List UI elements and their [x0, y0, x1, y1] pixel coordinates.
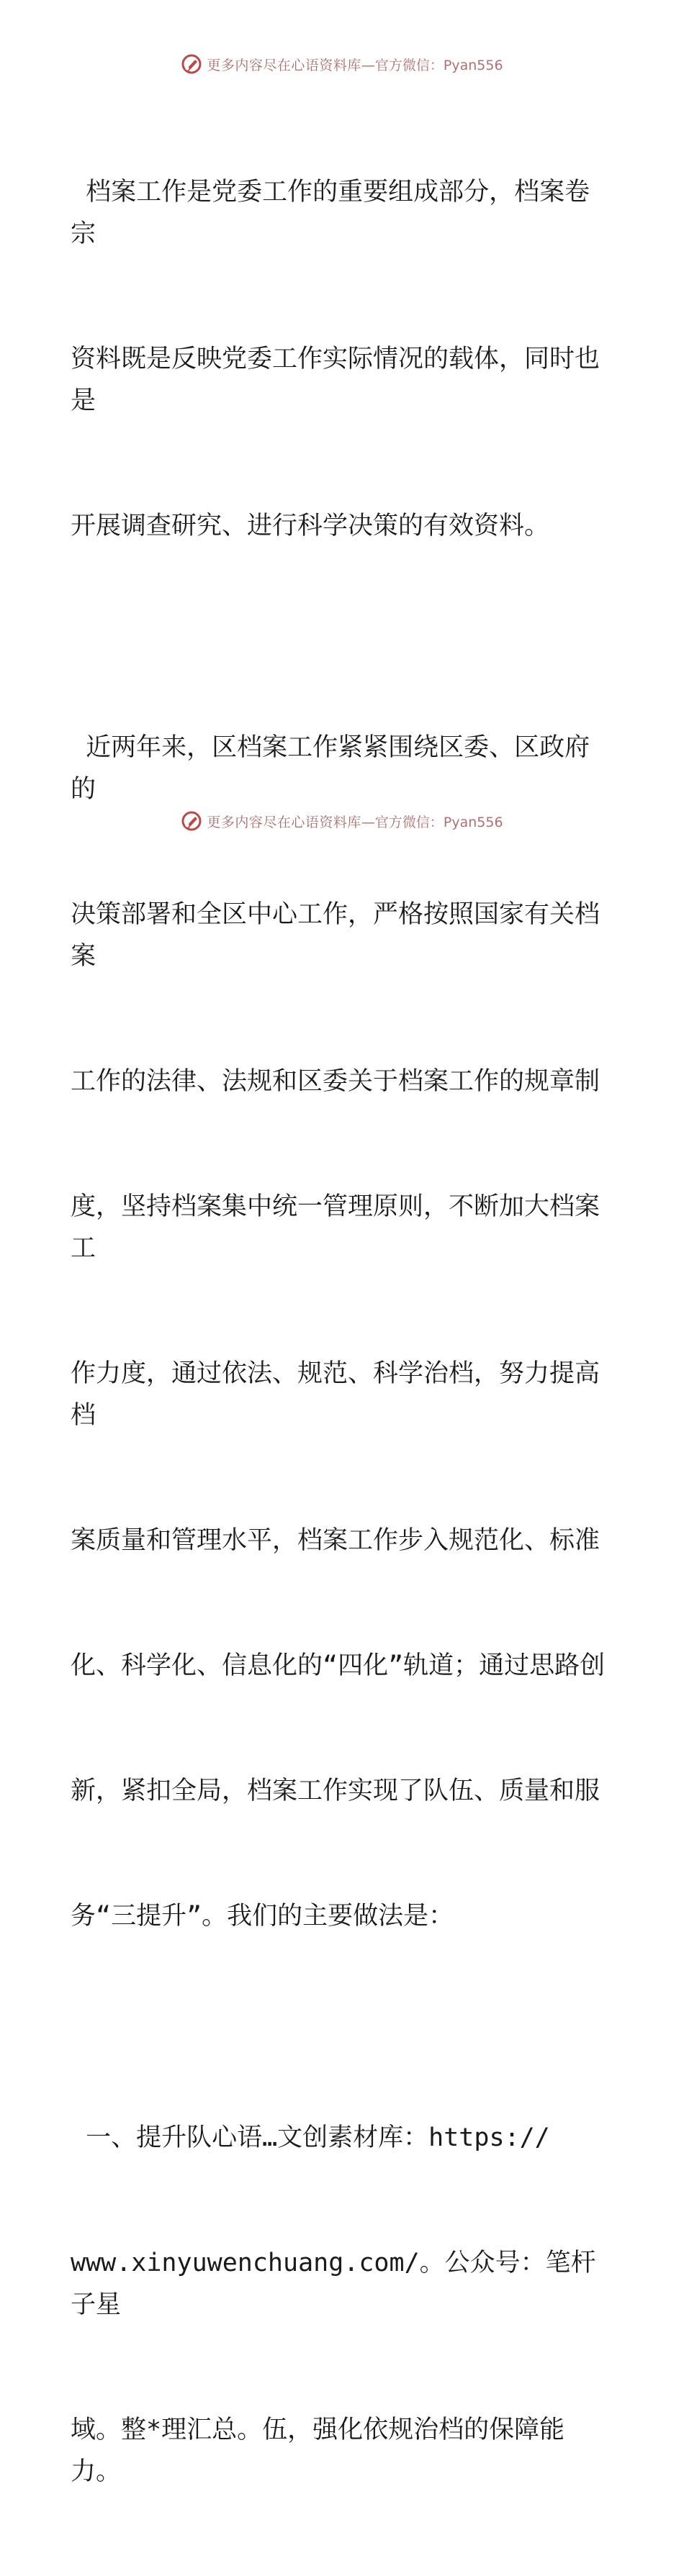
text-line: 新，紧扣全局，档案工作实现了队伍、质量和服 [71, 1777, 600, 1805]
footer-banner [0, 809, 684, 833]
pen-nib-logo-icon [181, 53, 202, 75]
paragraph-3 [71, 2033, 612, 2576]
text-line: 开展调查研究、进行科学决策的有效资料。 [71, 512, 550, 540]
banner-title: 更多内容尽在心语资料库 [207, 57, 361, 73]
text-line: 化、科学化、信息化的“四化”轨道；通过思路创 [71, 1651, 606, 1680]
text-line: 档案工作是党委工作的重要组成部分，档案卷宗 [71, 178, 590, 248]
text-line: 务“三提升”。我们的主要做法是： [71, 1902, 454, 1931]
pen-nib-logo-icon [181, 810, 202, 832]
text-line: www.xinyuwenchuang.com/。公众号：笔杆子星 [71, 2249, 596, 2319]
document-body [71, 88, 612, 2576]
banner-contact: —官方微信：Pyan556 [361, 57, 503, 73]
text-line: 工作的法律、法规和区委关于档案工作的规章制 [71, 1067, 600, 1096]
text-line: 域。整*理汇总。伍，强化依规治档的保障能力。 [71, 2416, 565, 2486]
text-line: 作力度，通过依法、规范、科学治档，努力提高档 [71, 1359, 600, 1430]
header-banner [0, 52, 684, 76]
text-line: 案质量和管理水平，档案工作步入规范化、标准 [71, 1526, 600, 1555]
paragraph-2 [71, 643, 612, 2021]
text-line: 一、提升队心语…文创素材库：https:// [71, 2123, 550, 2152]
text-line: 近两年来，区档案工作紧紧围绕区委、区政府的 [71, 733, 590, 804]
banner-title: 更多内容尽在心语资料库 [207, 814, 361, 830]
paragraph-1 [71, 88, 612, 630]
text-line: 资料既是反映党委工作实际情况的载体，同时也是 [71, 345, 600, 415]
text-line: 度，坚持档案集中统一管理原则，不断加大档案工 [71, 1192, 600, 1263]
banner-contact: —官方微信：Pyan556 [361, 814, 503, 830]
text-line: 决策部署和全区中心工作，严格按照国家有关档案 [71, 900, 600, 971]
